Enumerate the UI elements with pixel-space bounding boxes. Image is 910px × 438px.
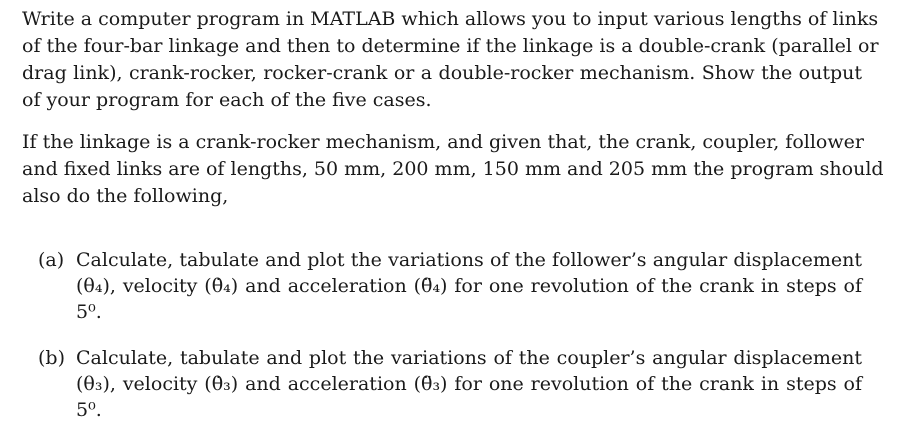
text-line: (θ₃), velocity (θ̇₃) and acceleration (θ̈₃) for one revolution of the crank in steps of [76,373,862,395]
text-line: drag link), crank-rocker, rocker-crank or a double-rocker mechanism. Show the output [22,62,862,84]
text-line: Calculate, tabulate and plot the variations of the coupler’s angular displacement [76,347,862,369]
text-line: of your program for each of the five cases. [22,89,432,111]
paragraph-task-description [22,6,879,114]
paragraph-crank-rocker-spec [22,129,884,210]
text-line: Write a computer program in MATLAB which allows you to input various lengths of links [22,8,879,30]
list-item-label: (b) [38,347,65,369]
text-line: 5⁰. [76,399,102,421]
text-line: (θ₄), velocity (θ̇₄) and acceleration (θ̈₄) for one revolution of the crank in steps of [76,275,862,297]
text-line: Calculate, tabulate and plot the variations of the follower’s angular displacement [76,249,862,271]
list-item-b [38,345,862,425]
list-item-label: (a) [38,249,65,271]
text-line: If the linkage is a crank-rocker mechanism, and given that, the crank, coupler, follower [22,131,864,153]
list-item-body [76,247,862,325]
text-line: of the four-bar linkage and then to determine if the linkage is a double-crank (parallel or [22,35,879,57]
list-item-body [76,345,862,423]
text-line: 5⁰. [76,301,102,323]
list-item-a [38,247,862,327]
text-line: and fixed links are of lengths, 50 mm, 200 mm, 150 mm and 205 mm the program should [22,158,884,180]
text-line: also do the following, [22,185,229,207]
